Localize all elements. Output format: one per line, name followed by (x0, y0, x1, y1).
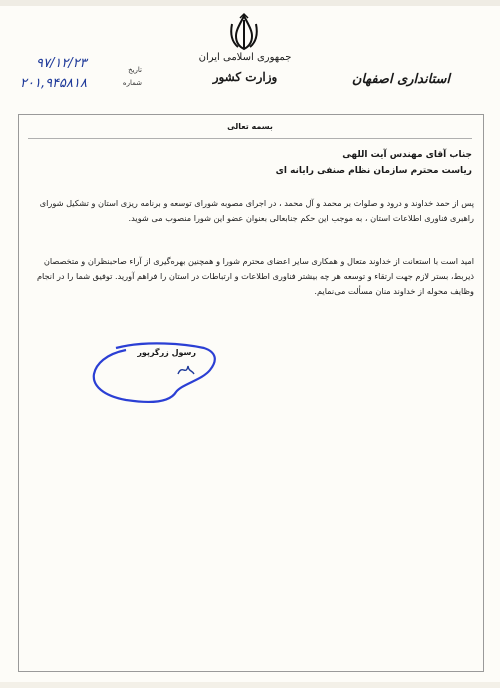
number-label: شماره (122, 79, 142, 87)
basmala: بسمه تعالی (227, 122, 273, 131)
governorate-title: استانداری اصفهان (351, 72, 450, 87)
recipient: جناب آقای مهندس آیت اللهی (342, 150, 472, 160)
signer-name: رسول زرگرپور (137, 348, 196, 357)
date-label: تاریخ (128, 66, 142, 74)
paragraph-2: امید است با استعانت از خداوند متعال و همکاری سایر اعضای محترم شورا و همچنین بهره‌گیری از آراء صاحبنظران و متخصصان ذیربط، بستر لازم جهت ارتقاء و توسعه هر چه بیشتر فناوری اطلاعات و ارتباطات در استان را فراهم آورید. توفیق شما را در انجام وظایف محوله از خداوند منان مسألت می‌نمایم. (36, 256, 474, 296)
paragraph-1: پس از حمد خداوند و درود و صلوات بر محمد و آل محمد ، در اجرای مصوبه شورای توسعه و برنامه ریزی استان و تشکیل شورای راهبری فناوری اطلاعات استان ، به موجب این حکم جنابعالی بعنوان عضو این شورا منصوب می شوید. (39, 198, 474, 223)
signature-scribble (176, 362, 196, 378)
date-value: ۹۷/۱۲/۲۳ (36, 56, 87, 71)
ministry-title: وزارت کشور (212, 70, 278, 84)
page-edge-bottom (0, 682, 500, 688)
recipient-title: ریاست محترم سازمان نظام صنفی رایانه ای (275, 166, 472, 176)
meta-labels (122, 64, 142, 90)
iran-emblem-icon (226, 12, 262, 52)
number-value: ۲۰۱,۹۴۵۸۱۸ (20, 76, 87, 91)
republic-title: جمهوری اسلامی ایران (198, 52, 292, 63)
page-edge (0, 0, 500, 6)
divider (28, 138, 472, 139)
